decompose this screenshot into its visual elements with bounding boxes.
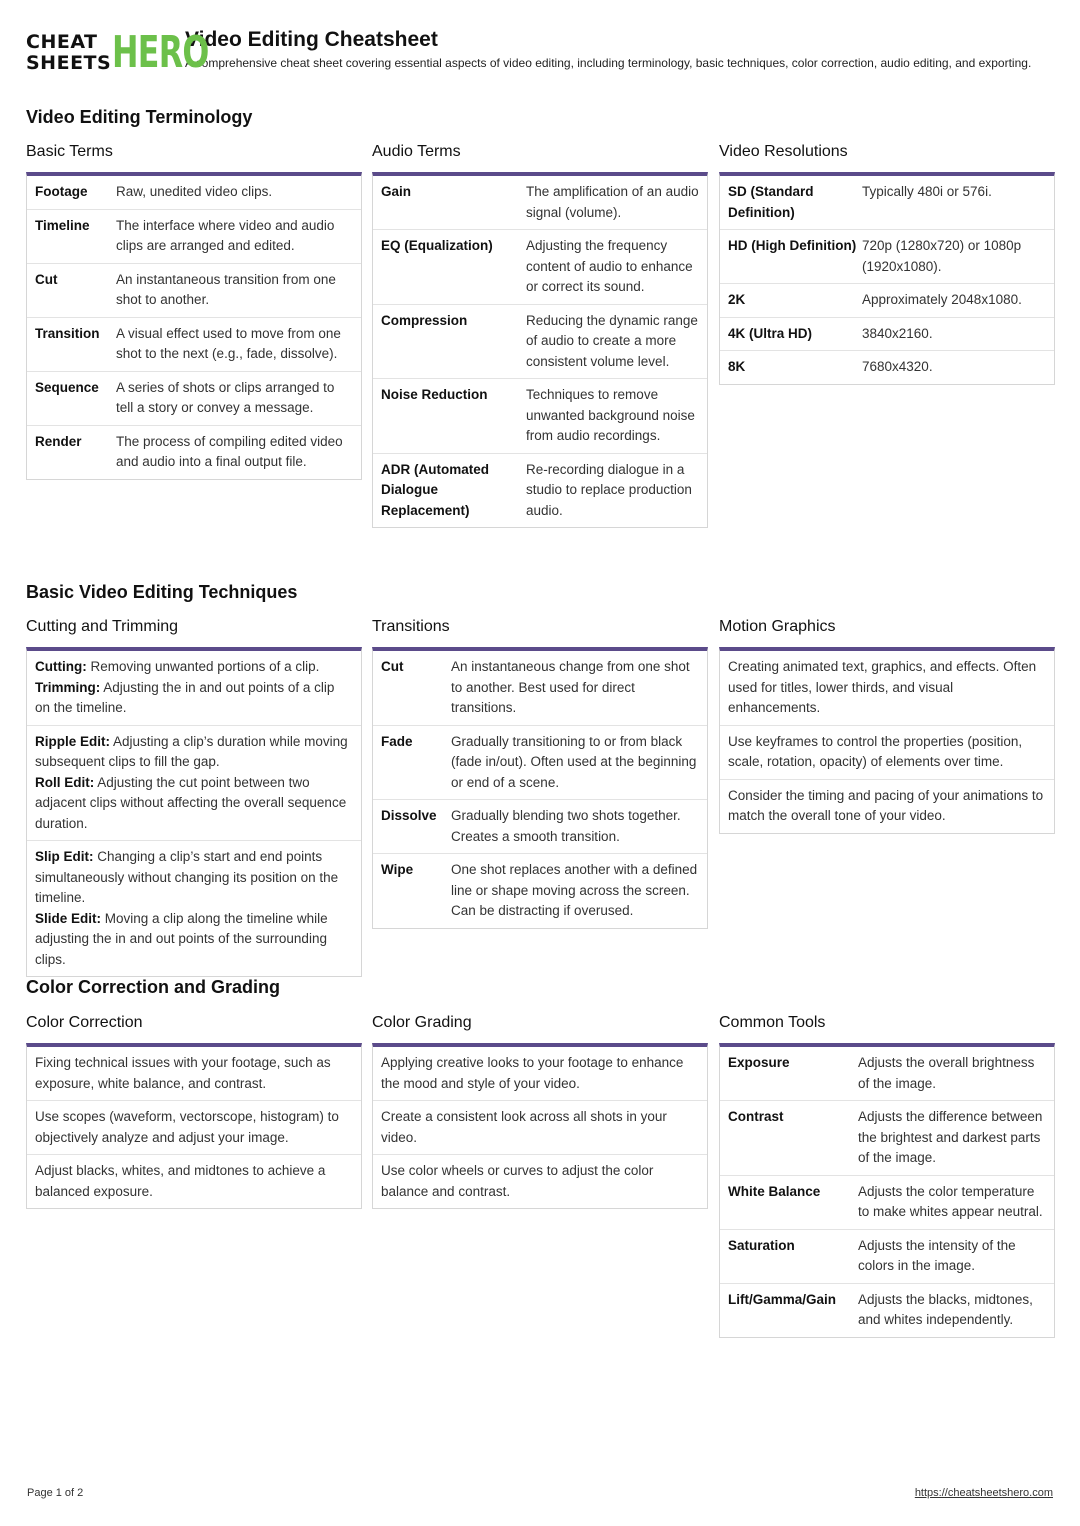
term: SD (Standard Definition) xyxy=(728,184,814,220)
term: Sequence xyxy=(35,379,99,395)
term-table xyxy=(372,172,708,528)
table-row xyxy=(27,426,361,479)
text: Adjusting the cut point between two adjacent clips without affecting the overall sequence duration. xyxy=(35,774,347,831)
definition: One shot replaces another with a defined line or shape moving across the screen. Can be distracting if overused. xyxy=(451,862,698,918)
card-audio-terms xyxy=(372,142,708,528)
table-row xyxy=(27,264,361,318)
table-row xyxy=(373,230,707,305)
term: 2K xyxy=(728,292,746,307)
card-title: Motion Graphics xyxy=(719,618,836,635)
label: Cutting: xyxy=(35,659,87,674)
definition: Gradually transitioning to or from black (fade in/out). Often used at the beginning or end of a scene. xyxy=(451,733,697,790)
definition: Adjusts the overall brightness of the image. xyxy=(858,1055,1035,1091)
definition: Reducing the dynamic range of audio to create a more consistent volume level. xyxy=(526,312,698,369)
table-row xyxy=(720,284,1054,318)
definition: Adjusting the frequency content of audio to enhance or correct its sound. xyxy=(526,238,693,294)
list-item: Use scopes (waveform, vectorscope, histogram) to objectively analyze and adjust your image. xyxy=(27,1101,361,1155)
definition: Adjusts the blacks, midtones, and whites independently. xyxy=(858,1291,1033,1327)
term: Compression xyxy=(381,312,468,328)
card-title: Transitions xyxy=(372,618,450,635)
table-row xyxy=(720,351,1054,384)
term: Dissolve xyxy=(381,808,437,823)
logo-text xyxy=(26,32,111,74)
definition: Approximately 2048x1080. xyxy=(862,292,1022,307)
card-color-grading xyxy=(372,1013,708,1209)
card-cutting-trimming xyxy=(26,617,362,977)
table-row xyxy=(373,726,707,801)
table-row xyxy=(373,651,707,726)
term-table xyxy=(26,172,362,480)
term: Noise Reduction xyxy=(381,387,488,402)
term: Exposure xyxy=(728,1055,790,1070)
table-row xyxy=(373,854,707,928)
card-title: Basic Terms xyxy=(26,143,113,160)
term: 8K xyxy=(728,359,746,374)
table-row xyxy=(720,230,1054,284)
card-common-tools xyxy=(719,1013,1055,1338)
text: Adjusting a clip’s duration while moving subsequent clips to fill the gap. xyxy=(35,733,348,769)
card-title: Color Grading xyxy=(372,1014,472,1031)
text: Adjusting the in and out points of a clip on the timeline. xyxy=(35,679,335,715)
definition: A series of shots or clips arranged to tell a story or convey a message. xyxy=(116,379,335,415)
term-table xyxy=(719,1043,1055,1338)
card-title: Common Tools xyxy=(719,1014,826,1031)
table-row xyxy=(27,318,361,372)
card-color-correction xyxy=(26,1013,362,1209)
table-row xyxy=(27,210,361,264)
table-row xyxy=(373,305,707,380)
definition: The amplification of an audio signal (volume). xyxy=(526,184,699,220)
definition: 7680x4320. xyxy=(862,359,933,374)
table-row xyxy=(27,176,361,210)
page-header xyxy=(26,28,1056,78)
list-item xyxy=(27,726,361,842)
card-motion-graphics xyxy=(719,617,1055,834)
definition: Adjusts the intensity of the colors in the image. xyxy=(858,1237,1016,1273)
term: HD (High Definition) xyxy=(728,238,857,253)
card-transitions xyxy=(372,617,708,929)
card-title: Cutting and Trimming xyxy=(26,618,179,635)
list-item: Use color wheels or curves to adjust the color balance and contrast. xyxy=(381,1163,654,1199)
section-title-terminology: Video Editing Terminology xyxy=(26,107,253,127)
table-row xyxy=(720,1230,1054,1284)
list-item: Create a consistent look across all shots in your video. xyxy=(373,1101,707,1155)
list-item: Applying creative looks to your footage to enhance the mood and style of your video. xyxy=(373,1047,707,1101)
table-row xyxy=(373,379,707,454)
section-title-color: Color Correction and Grading xyxy=(26,977,281,997)
site-link[interactable]: https://cheatsheetshero.com xyxy=(914,1487,1053,1499)
definition: Gradually blending two shots together. Creates a smooth transition. xyxy=(451,808,681,844)
title-block xyxy=(185,28,1045,78)
term: ADR (Automated Dialogue Replacement) xyxy=(381,461,489,518)
definition: The interface where video and audio clips are arranged and edited. xyxy=(116,217,335,253)
term: 4K (Ultra HD) xyxy=(728,325,813,341)
term: Contrast xyxy=(728,1109,784,1124)
table-row xyxy=(720,1047,1054,1101)
table-row xyxy=(720,176,1054,230)
list-item: Creating animated text, graphics, and effects. Often used for titles, lower thirds, and visual enhancements. xyxy=(720,651,1054,726)
logo-hero: HERO xyxy=(112,27,209,78)
table-row xyxy=(720,1176,1054,1230)
definition: Raw, unedited video clips. xyxy=(116,184,273,199)
definition: 720p (1280x720) or 1080p (1920x1080). xyxy=(862,238,1022,274)
term-table xyxy=(719,172,1055,385)
page-description: A comprehensive cheat sheet covering essential aspects of video editing, including terminology, basic techniques, color correction, audio editing, and exporting. xyxy=(185,56,1032,70)
term: White Balance xyxy=(728,1183,821,1199)
table-row xyxy=(720,318,1054,352)
term: Fade xyxy=(381,733,413,749)
term: Timeline xyxy=(35,217,90,233)
table-row xyxy=(373,800,707,854)
term: Saturation xyxy=(728,1237,795,1253)
definition: Re-recording dialogue in a studio to replace production audio. xyxy=(526,461,692,518)
definition: An instantaneous transition from one shot to another. xyxy=(116,271,336,307)
table-row xyxy=(27,372,361,426)
paragraph-list xyxy=(719,647,1055,834)
definition: A visual effect used to move from one shot to the next (e.g., fade, dissolve). xyxy=(116,325,341,361)
term: Cut xyxy=(381,659,404,674)
section-title-techniques: Basic Video Editing Techniques xyxy=(26,582,298,602)
definition: Adjusts the difference between the brightest and darkest parts of the image. xyxy=(858,1109,1043,1165)
term: Cut xyxy=(35,271,58,287)
term: Wipe xyxy=(381,862,414,877)
term: Transition xyxy=(35,325,100,341)
term-table xyxy=(372,647,708,929)
table-row xyxy=(720,1101,1054,1176)
card-title: Audio Terms xyxy=(372,143,461,160)
label: Trimming: xyxy=(35,679,101,695)
definition: Typically 480i or 576i. xyxy=(862,184,992,199)
definition: An instantaneous change from one shot to another. Best used for direct transitions. xyxy=(451,659,690,715)
text: Changing a clip’s start and end points simultaneously without changing its position on the timeline. xyxy=(35,849,339,905)
text: Removing unwanted portions of a clip. xyxy=(86,659,320,674)
card-title: Video Resolutions xyxy=(719,143,848,160)
term: Render xyxy=(35,433,82,449)
label: Ripple Edit: xyxy=(35,733,110,749)
list-item: Fixing technical issues with your footage, such as exposure, white balance, and contrast. xyxy=(27,1047,361,1101)
list-item: Use keyframes to control the properties (position, scale, rotation, opacity) of elements over time. xyxy=(720,726,1054,780)
page-title: Video Editing Cheatsheet xyxy=(185,28,438,51)
table-row xyxy=(373,176,707,230)
definition: 3840x2160. xyxy=(862,325,933,341)
term: Footage xyxy=(35,184,88,199)
card-video-resolutions xyxy=(719,142,1055,385)
text: Moving a clip along the timeline while adjusting the in and out points of the surrounding clips. xyxy=(35,910,328,967)
term: EQ (Equalization) xyxy=(381,238,493,253)
table-row xyxy=(720,1284,1054,1337)
card-basic-terms xyxy=(26,142,362,480)
list-item: Consider the timing and pacing of your animations to match the overall tone of your video. xyxy=(728,787,1044,823)
label: Slide Edit: xyxy=(35,910,102,926)
definition: The process of compiling edited video and audio into a final output file. xyxy=(116,433,343,469)
paragraph-list xyxy=(26,647,362,977)
label: Slip Edit: xyxy=(35,849,94,864)
list-item xyxy=(27,841,361,976)
term: Gain xyxy=(381,184,412,199)
paragraph-list xyxy=(26,1043,362,1209)
table-row xyxy=(373,454,707,528)
paragraph-list xyxy=(372,1043,708,1209)
list-item xyxy=(27,651,361,726)
definition: Techniques to remove unwanted background noise from audio recordings. xyxy=(526,387,695,443)
page-number: Page 1 of 2 xyxy=(27,1487,84,1499)
card-title: Color Correction xyxy=(26,1014,143,1031)
definition: Adjusts the color temperature to make whites appear neutral. xyxy=(858,1183,1043,1219)
logo-line-2: SHEETS xyxy=(26,52,112,74)
list-item: Adjust blacks, whites, and midtones to achieve a balanced exposure. xyxy=(35,1163,326,1199)
site-logo[interactable] xyxy=(26,27,209,78)
logo-line-1: CHEAT xyxy=(26,31,98,53)
term: Lift/Gamma/Gain xyxy=(728,1291,837,1307)
label: Roll Edit: xyxy=(35,774,95,790)
